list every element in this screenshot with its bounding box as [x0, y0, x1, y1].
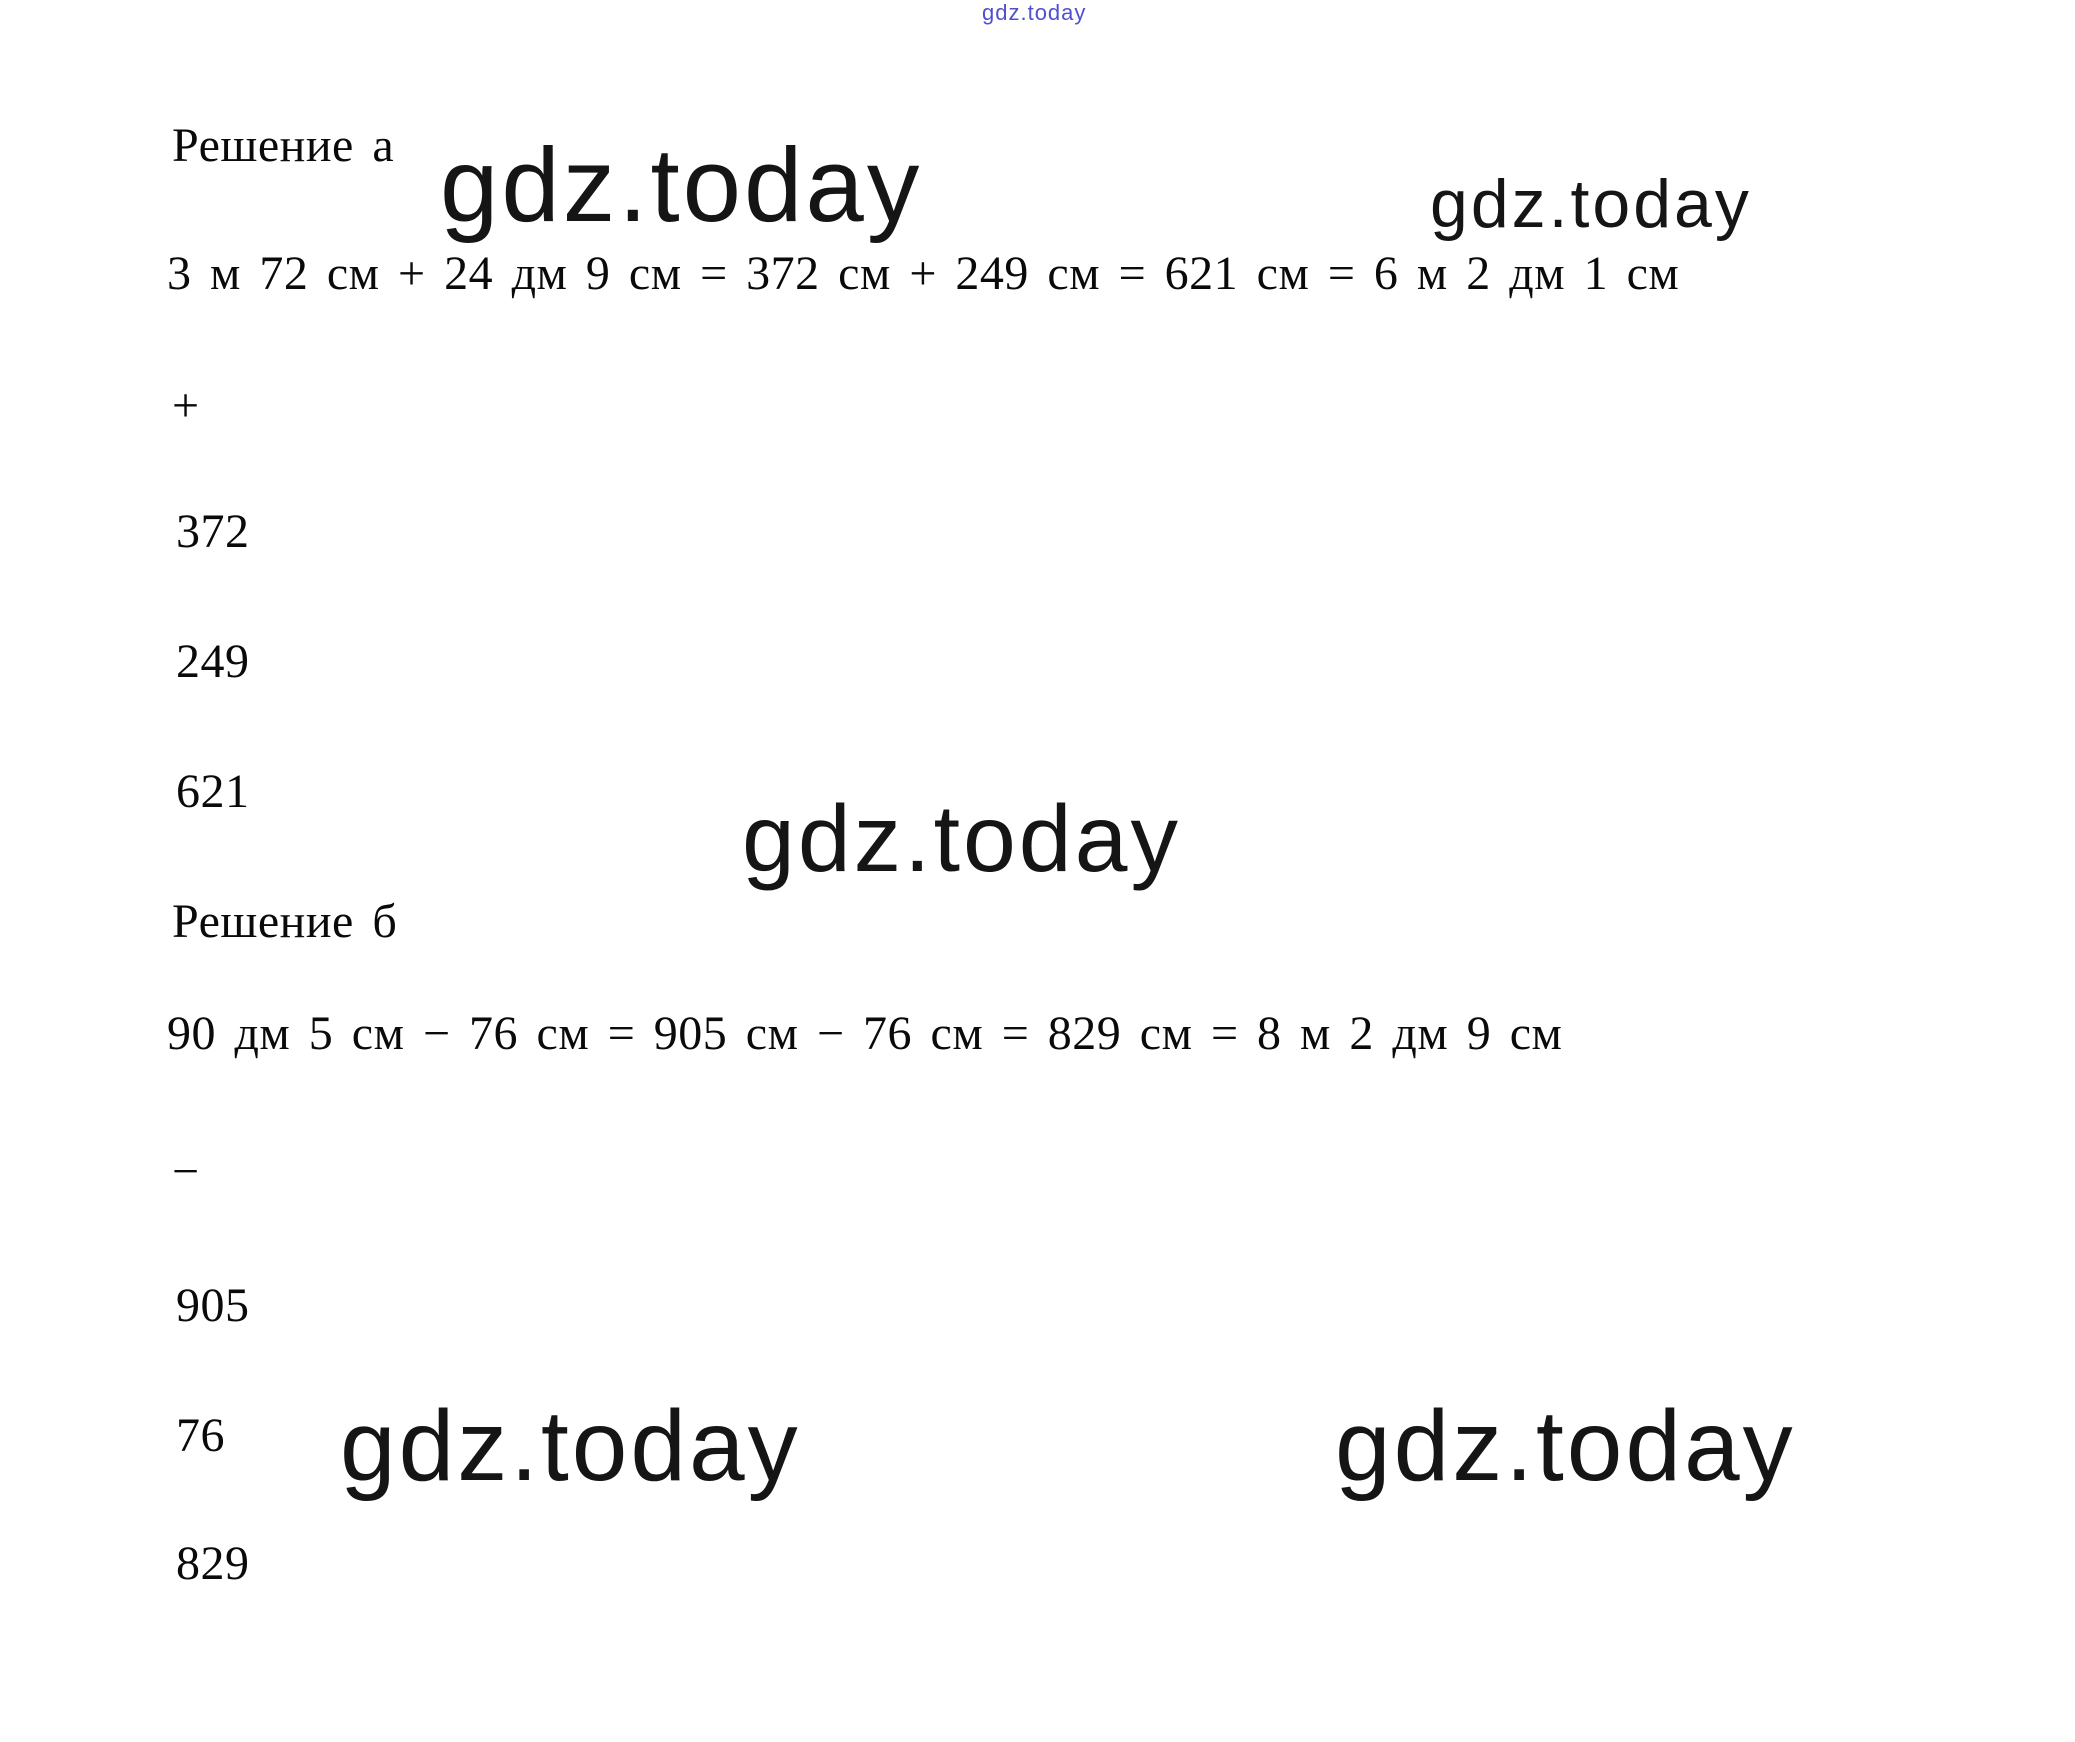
- solution-a-column-addend1: 372: [176, 505, 250, 558]
- watermark-top: gdz.today: [982, 0, 1087, 25]
- solution-a-column-result: 621: [176, 765, 250, 818]
- watermark-section-a-right: gdz.today: [1430, 166, 1752, 242]
- solution-b-equation: 90 дм 5 см − 76 см = 905 см − 76 см = 829 см = 8 м 2 дм 9 см: [167, 1007, 1563, 1060]
- solution-b-column-operator: −: [172, 1145, 200, 1198]
- solution-a-equation: 3 м 72 см + 24 дм 9 см = 372 см + 249 см = 621 см = 6 м 2 дм 1 см: [167, 247, 1680, 300]
- watermark-middle: gdz.today: [742, 786, 1181, 892]
- solution-a-column-operator: +: [172, 379, 200, 432]
- solution-b-column-result: 829: [176, 1537, 250, 1590]
- solution-b-heading: Решение б: [172, 895, 398, 948]
- solution-b-column-minuend: 905: [176, 1279, 250, 1332]
- solution-b-column-subtrahend: 76: [176, 1409, 225, 1462]
- solution-a-column-addend2: 249: [176, 635, 250, 688]
- watermark-bottom-right: gdz.today: [1335, 1390, 1796, 1502]
- solution-a-heading: Решение а: [172, 119, 395, 172]
- watermark-section-a-large: gdz.today: [440, 127, 923, 244]
- watermark-bottom-left: gdz.today: [340, 1390, 801, 1502]
